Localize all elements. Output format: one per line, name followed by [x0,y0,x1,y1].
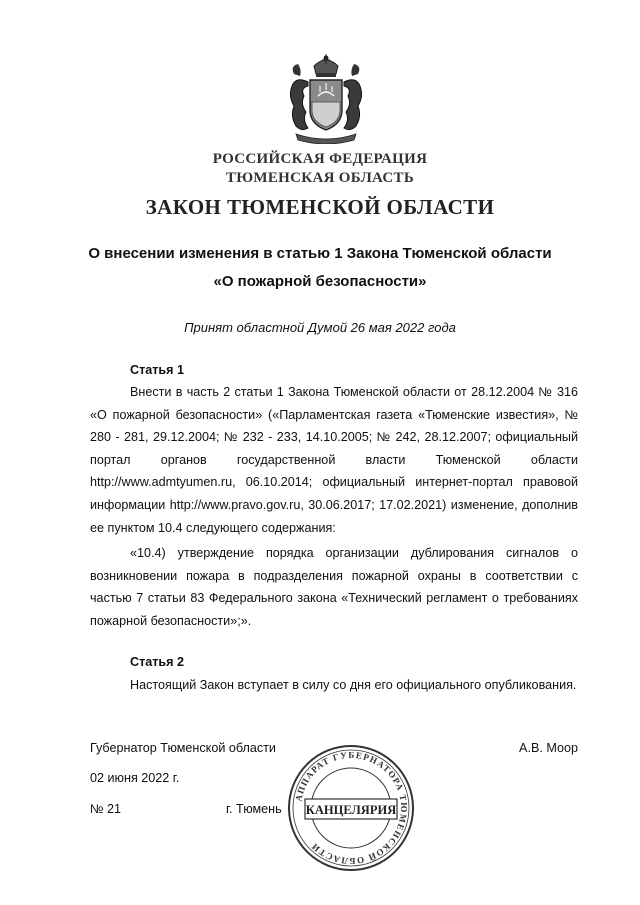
article-2-heading: Статья 2 [130,655,185,669]
signing-date: 02 июня 2022 г. [90,771,180,785]
signatory-name: А.В. Моор [519,741,578,755]
seal-center-text: КАНЦЕЛЯРИЯ [305,803,397,817]
article-1-heading: Статья 1 [130,363,185,377]
signatory-position: Губернатор Тюменской области [90,741,276,755]
article-1-paragraph-2: «10.4) утверждение порядка организации дублирования сигналов о возникновении пожара в подразделения пожарной охраны в соответствии с частью 7 статьи 83 Федерального закона «Технический регламент о требованиях пожарной безопасности»;». [90,546,578,628]
law-title-line-1: О внесении изменения в статью 1 Закона Тюменской области [88,245,552,262]
adoption-note: Принят областной Думой 26 мая 2022 года [184,320,456,335]
law-title-line-2: «О пожарной безопасности» [213,273,427,290]
law-number: № 21 [90,802,122,816]
article-1-paragraph-1: Внести в часть 2 статьи 1 Закона Тюменской области от 28.12.2004 № 316 «О пожарной безопасности» («Парламентская газета «Тюменские известия», № 280 - 281, 29.12.2004; № 232 - 233, 14.10.2005; № 242, 28.12.2007; официальный портал органов государственной власти Тюменской области http://www.admtyumen.ru, 06.10.2014; официальный интернет-портал правовой информации http://www.pravo.gov.ru, 30.06.2017; 17.02.2021) изменение, дополнив ее пунктом 10.4 следующего содержания: [90,385,578,535]
header-country: РОССИЙСКАЯ ФЕДЕРАЦИЯ [212,151,428,167]
header-region: ТЮМЕНСКАЯ ОБЛАСТЬ [225,170,415,186]
article-2-paragraph: Настоящий Закон вступает в силу со дня его официального опубликования. [130,678,577,692]
document-type-heading: ЗАКОН ТЮМЕНСКОЙ ОБЛАСТИ [145,195,495,219]
signing-city: г. Тюмень [226,802,282,816]
round-seal-icon [285,742,417,874]
seal-ring-text: АППАРАТ ГУБЕРНАТОРА ТЮМЕНСКОЙ ОБЛАСТИ [293,749,410,867]
coat-of-arms-icon [278,52,374,144]
